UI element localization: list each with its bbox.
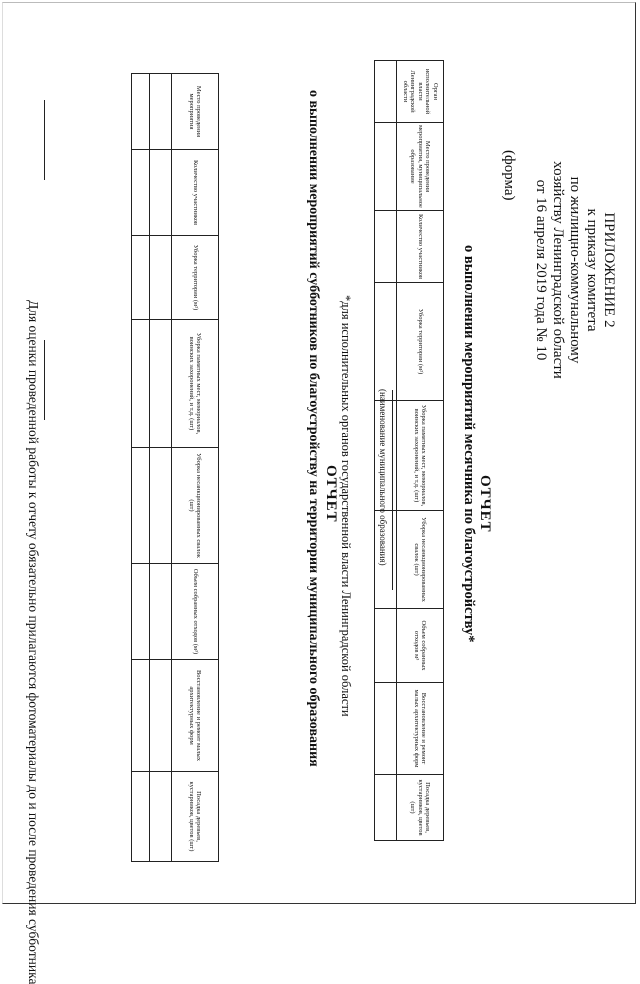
report2-table xyxy=(131,73,219,862)
report1-subtitle: о выполнении мероприятий месячника по благоустройству* xyxy=(461,245,477,643)
table-row xyxy=(132,74,150,862)
report1-header-cell: Объем собранных отходов м³ xyxy=(397,609,444,683)
table-cell xyxy=(150,74,172,150)
table-cell xyxy=(132,150,150,236)
form-label: (форма) xyxy=(501,150,517,201)
report2-header-cell: Посадка деревьев, кустарников, цветов (шт) xyxy=(172,772,219,862)
report2-header-cell: Уборка территории (м²) xyxy=(172,236,219,320)
report2-header-cell: Место проведения мероприятия xyxy=(172,74,219,150)
table-cell xyxy=(375,211,397,283)
report1-header-cell: Уборка памятных мест, мемориалов, воинских захоронений, и т.д. (шт) xyxy=(397,401,444,511)
report2-header-cell: Количество участников xyxy=(172,150,219,236)
table-cell xyxy=(375,683,397,775)
table-cell xyxy=(132,74,150,150)
table-cell xyxy=(132,772,150,862)
report1-header-cell: Уборка несанкционированных свалок (шт) xyxy=(397,511,444,609)
report2-header-cell: Уборка памятных мест, мемориалов, воинских захоронений, и т.д. (шт) xyxy=(172,320,219,448)
table-cell xyxy=(132,564,150,660)
table-cell xyxy=(132,660,150,772)
report1-header-cell: Посадка деревьев, кустарников, цветов (шт) xyxy=(397,775,444,841)
appendix-line-5: от 16 апреля 2019 года № 10 xyxy=(533,179,549,361)
report2-header-cell: Восстановление и ремонт малых архитектурных форм xyxy=(172,660,219,772)
document-page xyxy=(2,2,636,984)
report1-header-row xyxy=(397,61,444,841)
table-cell xyxy=(150,772,172,862)
table-cell xyxy=(132,320,150,448)
report1-header-cell: Восстановление и ремонт малых архитектурных форм xyxy=(397,683,444,775)
report1-title: ОТЧЕТ xyxy=(477,475,493,533)
table-cell xyxy=(150,236,172,320)
report1-header-cell: Место проведения мероприятия, муниципальное образование xyxy=(397,123,444,211)
table-cell xyxy=(375,609,397,683)
footer-text: Для оценки проведенной работы к отчету обязательно прилагаются фотоматериалы до и после проведения субботника xyxy=(26,300,41,984)
table-cell xyxy=(132,236,150,320)
signature-line xyxy=(44,340,45,420)
report2-header-cell: Объем собранных отходов (м³) xyxy=(172,564,219,660)
appendix-header xyxy=(532,125,617,415)
report1-header-cell: Уборка территории (м²) xyxy=(397,283,444,401)
table-cell xyxy=(375,283,397,401)
table-row xyxy=(150,74,172,862)
table-cell xyxy=(132,448,150,564)
report2-header-row xyxy=(172,74,219,862)
appendix-line-2: к приказу комитета xyxy=(584,208,600,332)
table-cell xyxy=(150,564,172,660)
report1-header-cell: Орган исполнительной власти Ленинградской области xyxy=(397,61,444,123)
municipality-caption: (наименование муниципального образования) xyxy=(378,389,388,566)
report2-header-cell: Уборка несанкционированных свалок (шт) xyxy=(172,448,219,564)
municipality-underline xyxy=(392,390,393,590)
table-cell xyxy=(150,660,172,772)
table-cell xyxy=(150,320,172,448)
appendix-line-4: хозяйству Ленинградской области xyxy=(550,161,566,379)
report2-title: ОТЧЕТ xyxy=(323,465,339,523)
appendix-line-1: ПРИЛОЖЕНИЕ 2 xyxy=(601,212,617,328)
report2-subtitle: о выполнении мероприятий субботников по благоустройству на территории муниципального образования xyxy=(306,90,321,767)
table-cell xyxy=(375,61,397,123)
report1-header-cell: Количество участников xyxy=(397,211,444,283)
table-cell xyxy=(150,150,172,236)
appendix-line-3: по жилищно-коммунальному xyxy=(567,176,583,364)
table-cell xyxy=(375,123,397,211)
table-cell xyxy=(375,775,397,841)
rotated-page-content xyxy=(7,5,639,984)
table-cell xyxy=(150,448,172,564)
footnote: *для исполнительных органов государственной власти Ленинградской области xyxy=(339,295,353,717)
signature-line xyxy=(44,100,45,180)
